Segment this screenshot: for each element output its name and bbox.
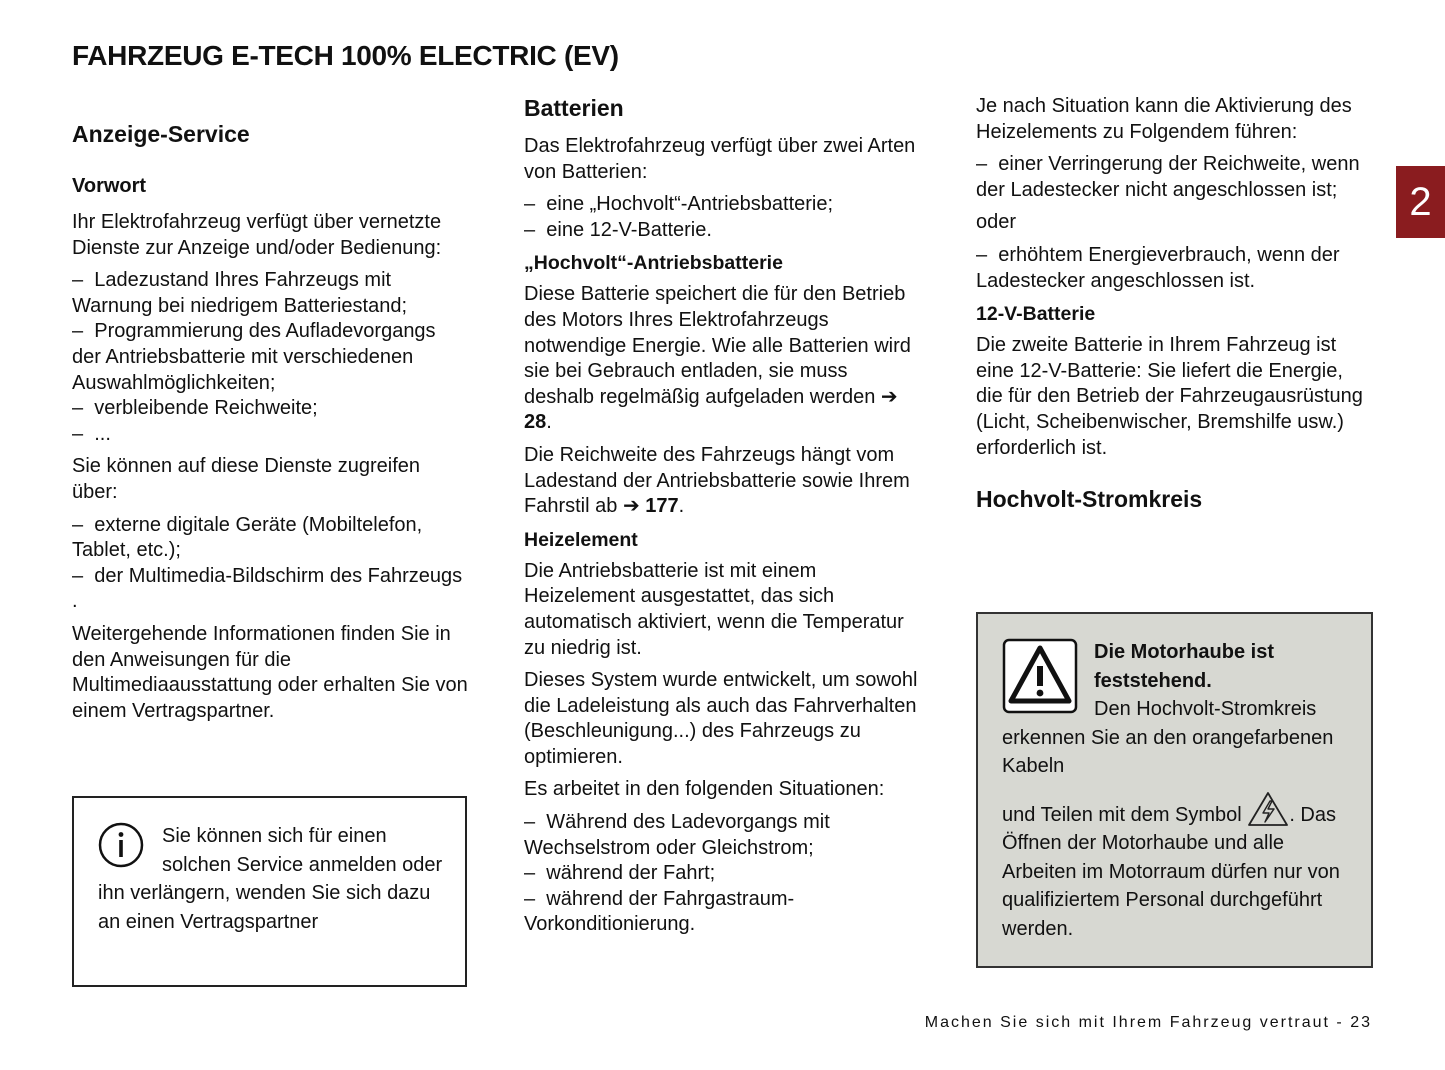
paragraph: Diese Batterie speichert die für den Betrieb des Motors Ihres Elektrofahrzeugs notwendige Energie. Wie alle Batterien wird sie bei Gebrauch entladen, sie muss deshalb regelmäßig aufgeladen werden ➔ 28. [524, 283, 911, 434]
info-icon [98, 822, 144, 868]
bullet-list [524, 192, 922, 243]
paragraph: Die Reichweite des Fahrzeugs hängt vom Ladestand der Antriebsbatterie sowie Ihrem Fahrstil ab ➔ 177. [524, 443, 910, 518]
list-item: – verbleibende Reichweite; [72, 396, 470, 422]
paragraph-text: Diese Batterie speichert die für den Betrieb des Motors Ihres Elektrofahrzeugs notwendige Energie. Wie alle Batterien wird sie bei Gebrauch entladen, sie muss deshalb regelmäßig aufgeladen werden [524, 283, 911, 408]
info-box [72, 796, 467, 987]
list-item: – ... [72, 422, 470, 448]
section-heading-anzeige-service: Anzeige-Service [72, 121, 250, 147]
paragraph: Die zweite Batterie in Ihrem Fahrzeug ist eine 12-V-Batterie: Sie liefert die Energie, die für den Betrieb der Fahrzeugausrüstung (Licht, Scheibenwischer, Bremshilfe usw.) erforderlich ist. [976, 334, 1363, 459]
section-heading-batterien: Batterien [524, 95, 624, 121]
list-item: – eine „Hochvolt“-Antriebsbatterie; [524, 192, 922, 218]
high-voltage-icon [1247, 791, 1289, 827]
paragraph: Je nach Situation kann die Aktivierung des Heizelements zu Folgendem führen: [976, 95, 1352, 143]
paragraph: Weitergehende Informationen finden Sie in den Anweisungen für die Multimediaausstattung oder erhalten Sie von einem Vertragspartner. [72, 622, 468, 722]
bullet-list [524, 810, 922, 938]
subheading-hochvolt-antriebsbatterie: „Hochvolt“-Antriebsbatterie [524, 252, 783, 275]
bullet-list [976, 243, 1374, 294]
page-reference[interactable]: ➔ 177 [622, 495, 679, 518]
list-item: – Während des Ladevorgangs mit Wechselstrom oder Gleichstrom; [524, 810, 922, 861]
warning-text-line [1002, 791, 1351, 944]
list-item: – eine 12-V-Batterie. [524, 218, 922, 244]
column-1 [72, 118, 470, 731]
page-footer: Machen Sie sich mit Ihrem Fahrzeug vertraut - 23 [924, 1014, 1372, 1031]
paragraph: Dieses System wurde entwickelt, um sowohl die Ladeleistung als auch das Fahrverhalten (Beschleunigung...) des Fahrzeugs zu optimieren. [524, 669, 918, 768]
paragraph-text: Die Reichweite des Fahrzeugs hängt vom Ladestand der Antriebsbatterie sowie Ihrem Fahrstil ab [524, 443, 910, 518]
list-item: – externe digitale Geräte (Mobiltelefon, Tablet, etc.); [72, 513, 470, 564]
section-heading-hochvolt-stromkreis: Hochvolt-Stromkreis [976, 486, 1203, 513]
paragraph-oder: oder [976, 211, 1017, 234]
column-3 [976, 94, 1374, 537]
warning-title: Die Motorhaube ist feststehend. [1094, 641, 1275, 692]
warning-triangle-icon [1002, 638, 1078, 714]
paragraph: Sie können auf diese Dienste zugreifen über: [72, 455, 421, 503]
list-item: – einer Verringerung der Reichweite, wenn der Ladestecker nicht angeschlossen ist; [976, 152, 1374, 203]
list-item: – Programmierung des Aufladevorgangs der Antriebsbatterie mit verschiedenen Auswahlmöglichkeiten; [72, 319, 470, 396]
page-reference[interactable]: ➔ 28 [524, 385, 898, 434]
bullet-list [72, 513, 470, 615]
column-2 [524, 92, 922, 945]
warning-box [976, 612, 1373, 968]
page-title: FAHRZEUG E-TECH 100% ELECTRIC (EV) [72, 40, 619, 71]
warning-text: . Das Öffnen der Motorhaube und alle Arbeiten im Motorraum dürfen nur von qualifiziertem Personal durchgeführt werden. [1002, 803, 1340, 940]
list-item: – erhöhtem Energieverbrauch, wenn der Ladestecker angeschlossen ist. [976, 243, 1374, 294]
list-item: – der Multimedia-Bildschirm des Fahrzeugs . [72, 564, 470, 615]
paragraph: Es arbeitet in den folgenden Situationen: [524, 778, 885, 801]
warning-text: und Teilen mit dem Symbol [1002, 803, 1242, 826]
bullet-list [976, 152, 1374, 203]
list-item: – Ladezustand Ihres Fahrzeugs mit Warnung bei niedrigem Batteriestand; [72, 268, 470, 319]
paragraph: Das Elektrofahrzeug verfügt über zwei Arten von Batterien: [524, 135, 916, 183]
list-item: – während der Fahrgastraum-Vorkonditionierung. [524, 887, 922, 938]
list-item: – während der Fahrt; [524, 861, 922, 887]
subheading-vorwort: Vorwort [72, 175, 147, 197]
bullet-list [72, 268, 470, 447]
subheading-heizelement: Heizelement [524, 528, 638, 551]
subheading-12v-batterie: 12-V-Batterie [976, 303, 1096, 326]
paragraph: Die Antriebsbatterie ist mit einem Heizelement ausgestattet, das sich automatisch aktiviert, wenn die Temperatur zu niedrig ist. [524, 559, 904, 659]
warning-text: Den Hochvolt-Stromkreis erkennen Sie an den orangefarbenen Kabeln [1002, 698, 1334, 777]
paragraph: Ihr Elektrofahrzeug verfügt über vernetzte Dienste zur Anzeige und/oder Bedienung: [72, 211, 442, 259]
chapter-tab: 2 [1396, 166, 1445, 238]
info-text: Sie können sich für einen solchen Service anmelden oder ihn verlängern, wenden Sie sich dazu an einen Vertragspartner [98, 825, 443, 933]
